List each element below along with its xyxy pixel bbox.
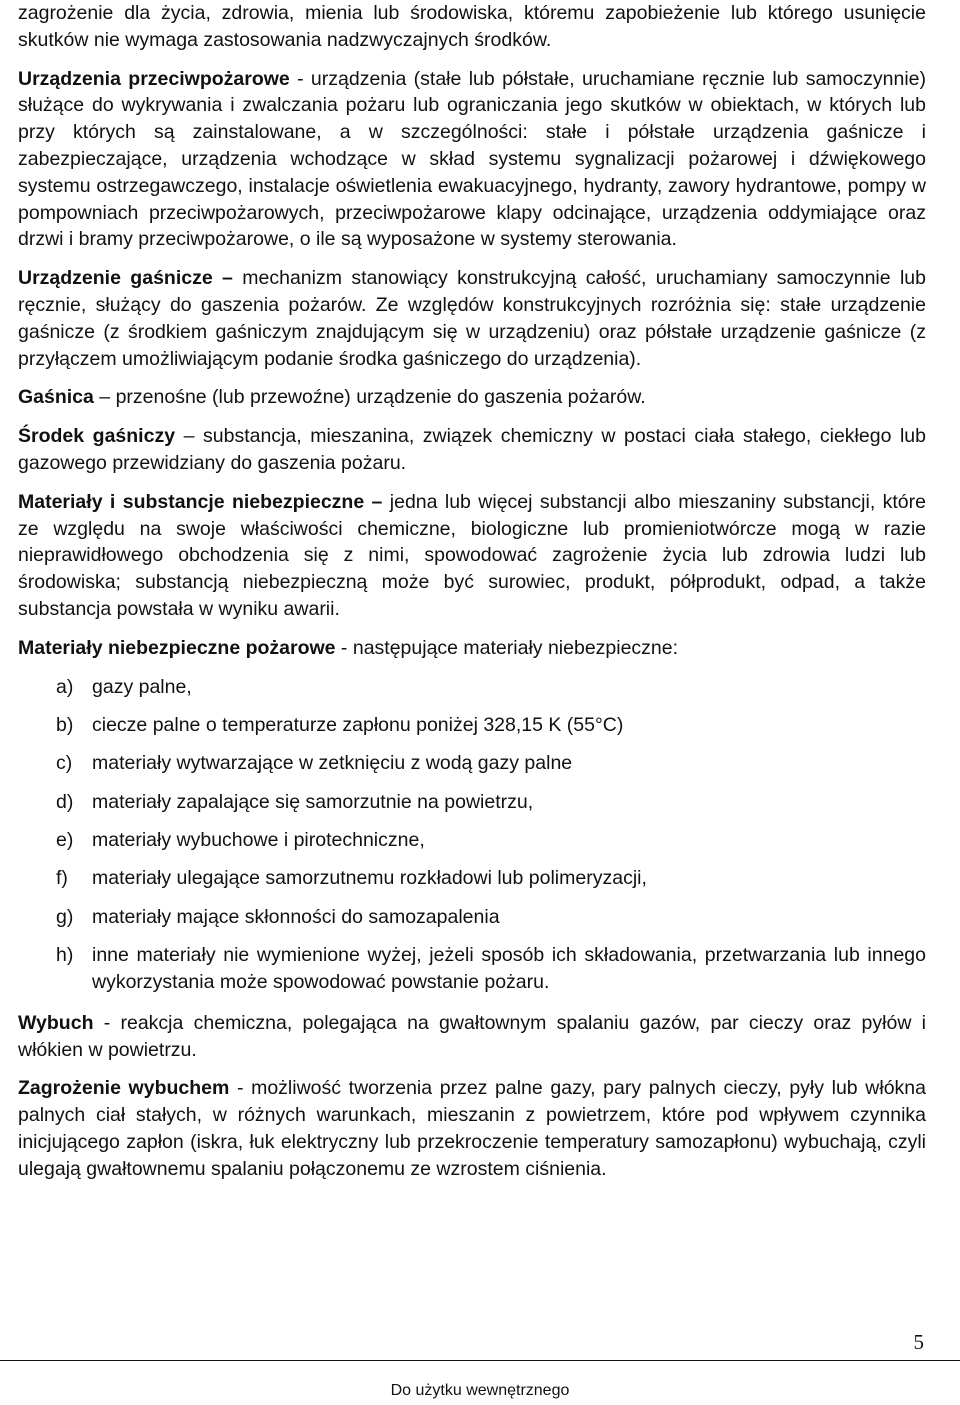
term: Urządzenie gaśnicze – (18, 267, 233, 290)
definition-materialy-niebezpieczne (18, 489, 926, 623)
term: Materiały niebezpieczne pożarowe (18, 636, 336, 659)
definition-urzadzenia-ppoz (18, 66, 926, 254)
hazardous-materials-list (18, 674, 926, 996)
term: Zagrożenie wybuchem (18, 1077, 230, 1100)
list-marker: g) (56, 905, 74, 928)
definition-materialy-pozarowe (18, 635, 926, 662)
definition-text: - urządzenia (stałe lub półstałe, uruchamiane ręcznie lub samoczynnie) służące do wykrywania i zwalczania pożaru lub ograniczania jego skutków w obiektach, w których lub przy których są zainstalowane, a w szczególności: stałe i półstałe urządzenia gaśnicze i zabezpieczające, urządzenia wchodzące w skład systemu sygnalizacji pożarowej i dźwiękowego systemu ostrzegawczego, instalacje oświetlenia ewakuacyjnego, hydranty, zawory hydrantowe, pompy w pompowniach przeciwpożarowych, przeciwpożarowe klapy odcinające, urządzenia oddymiające oraz drzwi i bramy przeciwpożarowe, o ile są wyposażone w systemy sterowania. (18, 67, 926, 251)
list-item (18, 674, 926, 701)
definition-text: mechanizm stanowiący konstrukcyjną całość, uruchamiany samoczynnie lub ręcznie, służący do gaszenia pożarów. Ze względów konstrukcyjnych rozróżnia się: stałe urządzenie gaśnicze (z środkiem gaśniczym znajdującym się w urządzeniu) oraz półstałe urządzenie gaśnicze (z przyłączem umożliwiającym podanie środka gaśniczego do urządzenia). (18, 267, 926, 370)
list-marker: f) (56, 867, 68, 890)
list-item-text: ciecze palne o temperaturze zapłonu poniżej 328,15 K (55°C) (92, 713, 624, 736)
list-item-text: materiały mające skłonności do samozapalenia (92, 905, 500, 928)
definition-wybuch (18, 1010, 926, 1064)
definition-srodek-gasniczy (18, 423, 926, 477)
term: Środek gaśniczy (18, 425, 176, 448)
list-marker: h) (56, 944, 74, 967)
footer-note: Do użytku wewnętrznego (390, 1382, 570, 1399)
intro-paragraph: zagrożenie dla życia, zdrowia, mienia lub środowiska, któremu zapobieżenie lub którego usunięcie skutków nie wymaga zastosowania nadzwyczajnych środków. (18, 2, 926, 51)
definition-urzadzenie-gasnicze (18, 265, 926, 372)
term: Urządzenia przeciwpożarowe (18, 67, 290, 90)
definition-gasnica (18, 384, 926, 411)
list-item (18, 865, 926, 892)
list-item-text: materiały wytwarzające w zetknięciu z wodą gazy palne (92, 752, 573, 775)
definition-text: – przenośne (lub przewoźne) urządzenie do gaszenia pożarów. (93, 386, 646, 409)
list-item-text: gazy palne, (92, 675, 192, 698)
list-item (18, 827, 926, 854)
list-item (18, 942, 926, 996)
definition-text: – substancja, mieszanina, związek chemiczny w postaci ciała stałego, ciekłego lub gazowego przewidziany do gaszenia pożaru. (18, 425, 926, 474)
footer-divider (0, 1360, 960, 1361)
term: Wybuch (18, 1011, 94, 1034)
term: Gaśnica (18, 386, 94, 409)
list-marker: a) (56, 675, 74, 698)
list-marker: b) (56, 713, 74, 736)
definition-text: - reakcja chemiczna, polegająca na gwałtownym spalaniu gazów, par cieczy oraz pyłów i włókien w powietrzu. (18, 1011, 926, 1061)
list-item-text: materiały zapalające się samorzutnie na powietrzu, (92, 790, 534, 813)
document-body (18, 0, 926, 1183)
list-item-text: materiały ulegające samorzutnemu rozkładowi lub polimeryzacji, (92, 867, 647, 890)
list-marker: c) (56, 752, 73, 775)
definition-text: jedna lub więcej substancji albo mieszaniny substancji, które ze względu na swoje właściwości chemiczne, biologiczne lub promieniotwórcze mogą w razie nieprawidłowego obchodzenia się z nimi, spowodować zagrożenie życia lub zdrowia ludzi lub środowiska; substancją niebezpieczną może być surowiec, produkt, półprodukt, odpad, a także substancja powstała w wyniku awarii. (18, 490, 926, 620)
list-marker: e) (56, 829, 74, 852)
definition-text: - możliwość tworzenia przez palne gazy, pary palnych cieczy, pyły lub włókna palnych ciał stałych, w różnych warunkach, mieszanin z powietrzem, które pod wpływem czynnika inicjującego zapłon (iskra, łuk elektryczny lub przekroczenie temperatury samozapłonu) wybuchają, czyli ulegają gwałtownemu spalaniu połączonemu ze wzrostem ciśnienia. (18, 1077, 926, 1180)
list-item-text: materiały wybuchowe i pirotechniczne, (92, 829, 425, 852)
list-item (18, 904, 926, 931)
list-item (18, 789, 926, 816)
list-marker: d) (56, 790, 74, 813)
term: Materiały i substancje niebezpieczne – (18, 490, 383, 513)
page-number: 5 (913, 1330, 924, 1354)
list-item (18, 750, 926, 777)
list-item-text: inne materiały nie wymienione wyżej, jeżeli sposób ich składowania, przetwarzania lub innego wykorzystania może spowodować powstanie pożaru. (92, 944, 926, 994)
definition-zagrozenie-wybuchem (18, 1075, 926, 1182)
definition-text: - następujące materiały niebezpieczne: (335, 636, 679, 659)
list-item (18, 712, 926, 739)
